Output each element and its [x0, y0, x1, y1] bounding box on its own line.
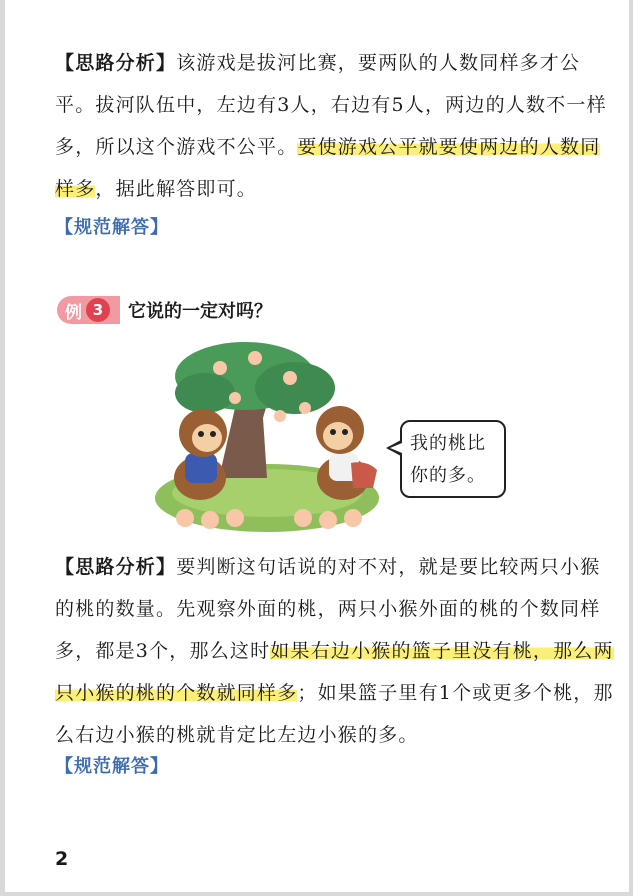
tree-peach	[283, 371, 297, 385]
answer-label: 【规范解答】	[55, 756, 169, 777]
speech-bubble-tail-inner	[390, 443, 402, 453]
analysis-label: 【思路分析】	[55, 52, 177, 74]
analysis-text-end: ，据此解答即可。	[95, 178, 258, 200]
highlighted-text: 要使游戏公平就要使两边的人数同样多	[55, 136, 601, 200]
basket	[351, 462, 377, 488]
analysis-paragraph-1	[55, 42, 615, 210]
peach	[176, 509, 194, 527]
answer-label: 【规范解答】	[55, 217, 169, 238]
analysis-text: 要判断这句话说的对不对，就是要比较两只小猴的桃的数量。先观察外面的桃，两只小猴外面的桃的个数同样多，都是3个，那么这时	[55, 556, 601, 662]
tree-peach	[248, 351, 262, 365]
speech-line-1: 我的桃比	[410, 433, 486, 454]
tree-foliage-right	[255, 362, 335, 414]
page-number: 2	[55, 848, 69, 870]
speech-bubble	[400, 420, 506, 498]
left-monkey	[174, 409, 227, 500]
example-badge-text: 例	[65, 302, 82, 323]
analysis-text: 该游戏是拔河比赛，要两队的人数同样多才公平。拔河队伍中，左边有3人，右边有5人，两边的人数不一样多，所以这个游戏不公平。	[55, 52, 607, 158]
peach	[226, 509, 244, 527]
example-number: 3	[86, 298, 110, 322]
tree-peach	[213, 361, 227, 375]
right-monkey	[316, 406, 377, 500]
peach	[319, 511, 337, 529]
example-title: 它说的一定对吗？	[128, 301, 272, 322]
monkeys-illustration	[155, 338, 385, 538]
analysis-label: 【思路分析】	[55, 556, 177, 578]
example-badge	[57, 296, 120, 324]
analysis-paragraph-2	[55, 546, 615, 756]
peach	[344, 509, 362, 527]
example-heading	[57, 296, 272, 324]
page	[5, 0, 629, 892]
peach	[201, 511, 219, 529]
tree-peach	[229, 392, 241, 404]
tree-peach	[299, 402, 311, 414]
tree-peach	[274, 410, 286, 422]
speech-line-2: 你的多。	[410, 465, 486, 486]
analysis-text-end: ；如果篮子里有1个或更多个桃，那么右边小猴的桃就肯定比左边小猴的多。	[55, 682, 614, 746]
tree-foliage-left	[175, 373, 235, 413]
highlighted-text: 如果右边小猴的篮子里没有桃，那么两只小猴的桃的个数就同样多	[55, 640, 614, 704]
peach	[294, 509, 312, 527]
